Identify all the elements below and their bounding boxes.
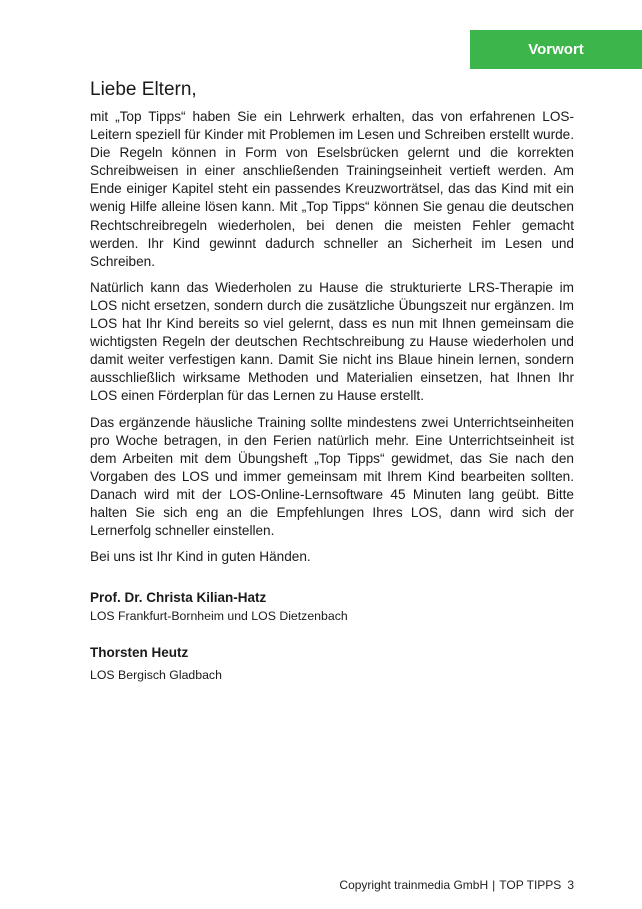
section-tab [470,30,642,69]
signature-name: Thorsten Heutz [90,645,189,661]
greeting-heading: Liebe Eltern, [90,79,197,100]
footer-series: TOP TIPPS [499,878,562,892]
signature-name: Prof. Dr. Christa Kilian-Hatz [90,590,267,606]
signature-organization: LOS Bergisch Gladbach [90,668,222,683]
page-number: 3 [567,878,574,892]
signature-organization: LOS Frankfurt-Bornheim und LOS Dietzenbach [90,609,348,624]
letter-body [90,78,574,683]
footer-separator: | [492,878,496,892]
paragraph-therapy: Natürlich kann das Wiederholen zu Hause die strukturierte LRS-Therapie im LOS nicht ersetzen, sondern durch die zusätzliche Übungszeit nur ergänzen. Im LOS hat Ihr Kind bereits so viel gelernt, dass es nun mit Ihnen gemeinsam die wichtigsten Regeln der deutschen Rechtschreibung zu Hause wiederholen und damit weiter verfestigen kann. Damit Sie nicht ins Blaue hinein lernen, sondern ausschließlich wirksame Methoden und Materialien einsetzen, hat Ihnen Ihr LOS einen Förderplan für das Lernen zu Hause erstellt. [90,279,574,404]
paragraph-closing: Bei uns ist Ihr Kind in guten Händen. [90,549,311,565]
section-tab-label: Vorwort [528,41,584,58]
paragraph-intro: mit „Top Tipps“ haben Sie ein Lehrwerk erhalten, das von erfahrenen LOS-Leitern speziell für Kinder mit Problemen im Lesen und Schreiben erstellt wurde. Die Regeln können in Form von Eselsbrücken gelernt und die korrekten Schreibweisen in einer anschließenden Trainingseinheit vertieft werden. Am Ende einiger Kapitel steht ein passendes Kreuzworträtsel, das das Kind mit ein wenig Hilfe alleine lösen kann. Mit „Top Tipps“ können Sie genau die deutschen Rechtschreibregeln wiederholen, bei denen die meisten Fehler gemacht werden. Ihr Kind gewinnt dadurch schneller an Sicherheit im Lesen und Schreiben. [90,109,574,269]
page-footer [339,877,574,893]
paragraph-training: Das ergänzende häusliche Training sollte mindestens zwei Unterrichtseinheiten pro Woche betragen, in den Ferien natürlich mehr. Eine Unterrichtseinheit ist dem Arbeiten mit dem Übungsheft „Top Tipps“ gewidmet, das Sie nach den Vorgaben des LOS und immer gemeinsam mit Ihrem Kind bearbeiten sollten. Danach wird mit der LOS-Online-Lernsoftware 45 Minuten lang geübt. Bitte halten Sie sich eng an die Empfehlungen Ihres LOS, dann wird sich der Lernerfolg schneller einstellen. [90,414,574,539]
footer-copyright: Copyright trainmedia GmbH [339,878,489,892]
signature-block-2 [90,644,574,683]
signature-block-1 [90,589,574,624]
